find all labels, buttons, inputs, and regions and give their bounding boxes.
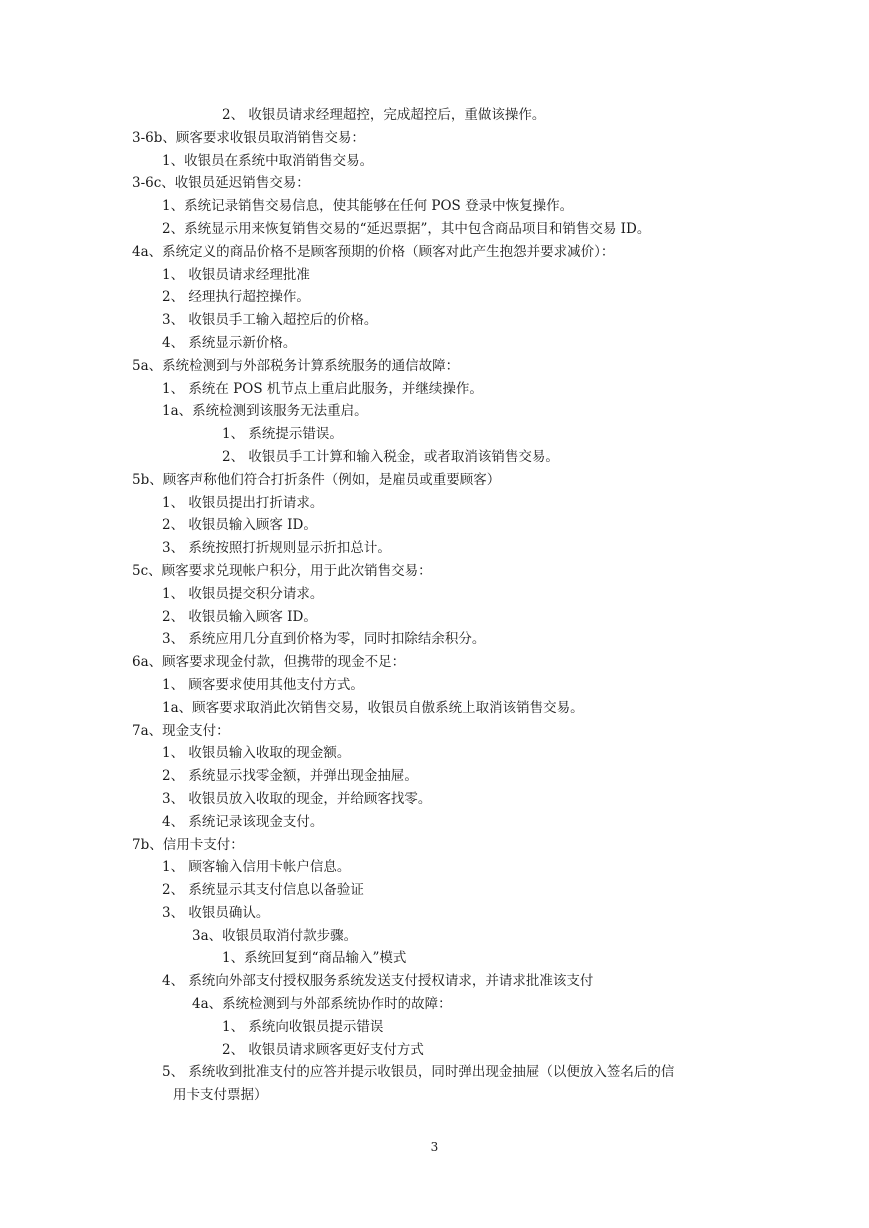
text-line: 1、 顾客要求使用其他支付方式。 — [162, 676, 364, 693]
text-line: 5c、顾客要求兑现帐户积分，用于此次销售交易： — [132, 562, 432, 579]
text-line: 4、 系统记录该现金支付。 — [162, 813, 324, 830]
text-line: 5、 系统收到批准支付的应答并提示收银员，同时弹出现金抽屉（以便放入签名后的信 — [162, 1064, 675, 1081]
text-line: 3a、收银员取消付款步骤。 — [192, 927, 358, 944]
text-line: 4、 系统显示新价格。 — [162, 334, 297, 351]
text-line: 3、 收银员手工输入超控后的价格。 — [162, 312, 378, 329]
text-line: 1、 收银员请求经理批准 — [162, 266, 310, 283]
text-line: 1、 系统提示错误。 — [222, 426, 343, 443]
text-line: 用卡支付票据） — [173, 1087, 268, 1104]
text-line: 2、 收银员请求经理超控，完成超控后，重做该操作。 — [222, 107, 546, 123]
text-line: 2、 经理执行超控操作。 — [162, 289, 310, 306]
document-body — [0, 104, 869, 1107]
text-line: 5a、系统检测到与外部税务计算系统服务的通信故障： — [132, 357, 460, 374]
text-line: 2、 收银员输入顾客 ID。 — [162, 608, 317, 625]
text-line: 1a、顾客要求取消此次销售交易，收银员自傲系统上取消该销售交易。 — [162, 699, 584, 716]
text-line: 6a、顾客要求现金付款，但携带的现金不足： — [132, 654, 406, 671]
text-line: 1、 系统在 POS 机节点上重启此服务，并继续操作。 — [162, 380, 483, 397]
text-line: 1、 顾客输入信用卡帐户信息。 — [162, 859, 351, 876]
text-line: 2、系统显示用来恢复销售交易的“延迟票据”，其中包含商品项目和销售交易 ID。 — [162, 220, 651, 237]
text-line: 3-6c、收银员延迟销售交易： — [132, 175, 310, 192]
text-line: 1、系统记录销售交易信息，使其能够在任何 POS 登录中恢复操作。 — [162, 198, 574, 215]
text-line: 1、 收银员提出打折请求。 — [162, 494, 324, 511]
text-line: 2、 系统显示找零金额，并弹出现金抽屉。 — [162, 768, 418, 785]
text-line: 3、 系统按照打折规则显示折扣总计。 — [162, 540, 391, 557]
text-line: 2、 收银员请求顾客更好支付方式 — [222, 1041, 424, 1058]
text-line: 1a、系统检测到该服务无法重启。 — [162, 403, 368, 420]
text-line: 3、 收银员确认。 — [162, 904, 270, 921]
text-line: 2、 系统显示其支付信息以备验证 — [162, 882, 364, 899]
text-line: 3-6b、顾客要求收银员取消销售交易： — [132, 129, 365, 146]
text-line: 3、 系统应用几分直到价格为零，同时扣除结余积分。 — [162, 631, 486, 648]
text-line: 2、 收银员输入顾客 ID。 — [162, 517, 317, 534]
text-line: 1、 收银员输入收取的现金额。 — [162, 745, 351, 762]
text-line: 4、 系统向外部支付授权服务系统发送支付授权请求，并请求批准该支付 — [162, 973, 594, 990]
text-line: 5b、顾客声称他们符合打折条件（例如，是雇员或重要顾客） — [132, 471, 501, 488]
text-line: 1、收银员在系统中取消销售交易。 — [162, 152, 374, 169]
text-line: 2、 收银员手工计算和输入税金，或者取消该销售交易。 — [222, 448, 559, 465]
page-number: 3 — [430, 1140, 439, 1154]
text-line: 1、系统回复到“商品输入”模式 — [222, 950, 407, 967]
text-line: 3、 收银员放入收取的现金，并给顾客找零。 — [162, 790, 432, 807]
text-line: 1、 系统向收银员提示错误 — [222, 1018, 384, 1035]
text-line: 4a、系统检测到与外部系统协作时的故障： — [192, 996, 452, 1013]
text-line: 7a、现金支付： — [132, 722, 230, 739]
text-line: 4a、系统定义的商品价格不是顾客预期的价格（顾客对此产生抱怨并要求减价）： — [132, 243, 615, 260]
text-line: 1、 收银员提交积分请求。 — [162, 585, 324, 602]
text-line: 7b、信用卡支付： — [132, 836, 244, 853]
